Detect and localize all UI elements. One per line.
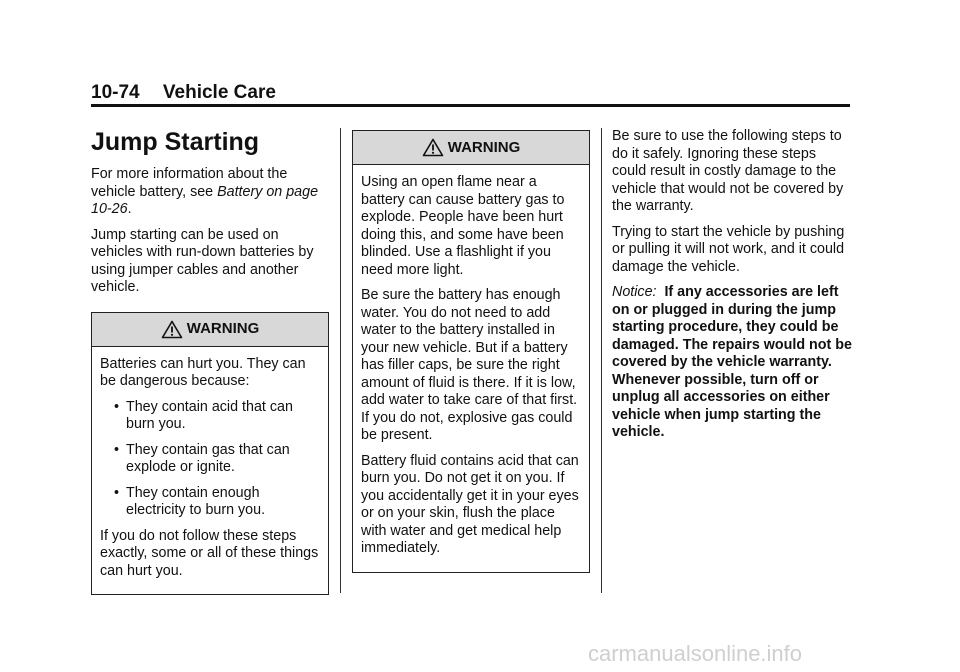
safety-steps-paragraph: Be sure to use the following steps to do it safely. Ignoring these steps could result in costly damage to the vehicle that would not be covered by the warranty. xyxy=(612,128,844,214)
warning-header xyxy=(92,313,328,347)
jump-start-paragraph: Jump starting can be used on vehicles with run-down batteries by using jumper cables and another vehicle. xyxy=(91,226,314,295)
warning-box-2 xyxy=(352,130,590,573)
warning-closing: If you do not follow these steps exactly, some or all of these things can hurt you. xyxy=(100,527,319,579)
warning-lead: Batteries can hurt you. They can be dangerous because: xyxy=(100,355,306,389)
bullet-text: They contain acid that can burn you. xyxy=(126,398,293,432)
bullet-icon: • xyxy=(114,484,120,501)
warning-header xyxy=(353,131,589,165)
section-title: Vehicle Care xyxy=(162,82,276,103)
bullet-text: They contain enough electricity to burn you. xyxy=(126,484,266,518)
warning-bullet-list xyxy=(100,399,320,520)
bullet-icon: • xyxy=(114,398,120,415)
battery-page-reference[interactable]: Battery on page 10-26 xyxy=(91,183,319,217)
column-divider-2 xyxy=(601,128,602,593)
warning-triangle-icon xyxy=(161,320,183,339)
notice-label: Notice: xyxy=(612,284,657,300)
list-item xyxy=(100,442,320,477)
watermark: carmanualsonline.info xyxy=(588,641,803,666)
warning-box-1 xyxy=(91,312,329,596)
warning-body xyxy=(353,165,589,572)
list-item xyxy=(100,399,320,434)
section-heading: Jump Starting xyxy=(91,128,260,156)
intro-end: . xyxy=(127,201,132,217)
column-3 xyxy=(612,128,852,450)
bullet-icon: • xyxy=(114,441,120,458)
page-number: 10-74 xyxy=(91,82,140,103)
warning-label: WARNING xyxy=(186,320,260,338)
warning-triangle-icon xyxy=(422,138,444,157)
warning-body xyxy=(92,347,328,595)
intro-paragraph xyxy=(91,166,329,219)
column-2 xyxy=(352,130,590,573)
push-start-paragraph: Trying to start the vehicle by pushing or pulling it will not work, and it could damage the vehicle. xyxy=(612,223,845,275)
page-header xyxy=(91,82,276,104)
warning-label: WARNING xyxy=(447,138,521,156)
column-1 xyxy=(91,128,329,595)
notice-text: If any accessories are left on or plugged in during the jump starting procedure, they could be damaged. The repairs would not be covered by the vehicle warranty. Whenever possible, turn off or unplug all accessories on either vehicle when jump starting the vehicle. xyxy=(612,284,852,440)
open-flame-paragraph: Using an open flame near a battery can cause battery gas to explode. People have been hurt doing this, and some have been blinded. Use a flashlight if you need more light. xyxy=(361,174,565,278)
list-item xyxy=(100,485,320,520)
battery-acid-paragraph: Battery fluid contains acid that can burn you. Do not get it on you. If you accidentally get it in your eyes or on your skin, flush the place with water and get medical help immediately. xyxy=(361,452,579,556)
header-rule xyxy=(91,104,850,107)
bullet-text: They contain gas that can explode or ignite. xyxy=(126,441,290,475)
notice-paragraph xyxy=(612,284,852,442)
battery-water-paragraph: Be sure the battery has enough water. You do not need to add water to the battery installed in your new vehicle. But if a battery has filler caps, be sure the right amount of fluid is there. If it is low, add water to take care of that first. If you do not, explosive gas could be present. xyxy=(361,287,578,443)
intro-text: For more information about the vehicle battery, see xyxy=(91,166,288,200)
column-divider-1 xyxy=(340,128,341,593)
